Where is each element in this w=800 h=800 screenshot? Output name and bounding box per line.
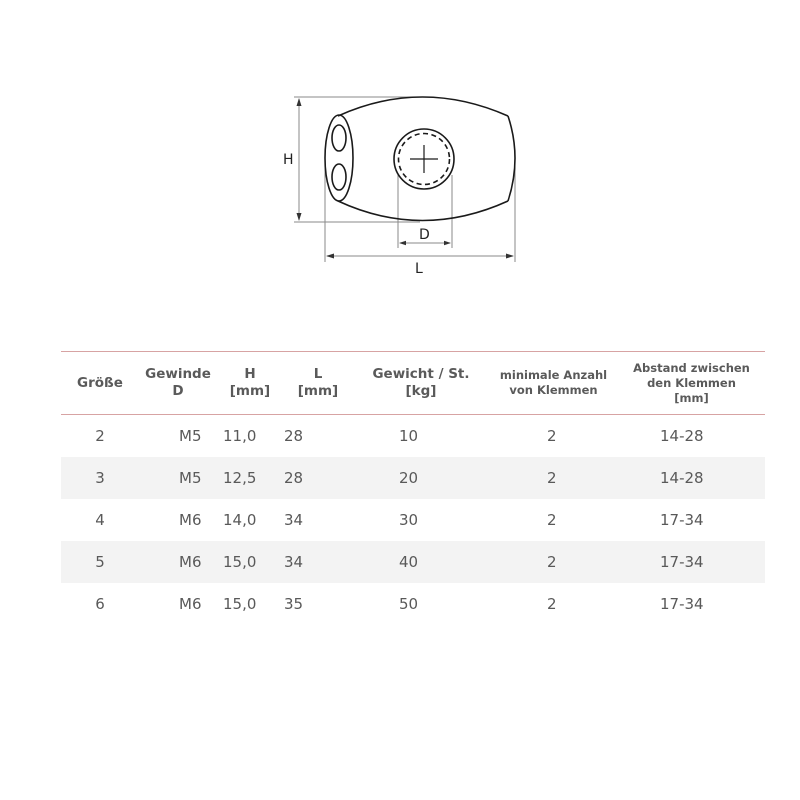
dimension-label-length: L	[415, 261, 423, 277]
dimension-label-height: H	[283, 152, 294, 168]
header-text: von Klemmen	[509, 383, 598, 397]
dimension-label-diameter: D	[419, 227, 430, 243]
header-text: L	[313, 366, 323, 382]
table-row	[61, 541, 765, 583]
header-text: Abstand zwischen	[633, 360, 750, 375]
cell-thread: M6	[179, 594, 202, 613]
cell-thread: M5	[179, 426, 202, 445]
cell-height: 15,0	[223, 594, 257, 613]
specification-table	[61, 351, 765, 625]
header-text: Größe	[77, 374, 123, 391]
cell-weight: 20	[399, 468, 419, 487]
header-text: Gewinde	[145, 366, 211, 382]
cell-height: 12,5	[223, 468, 257, 487]
cell-min-count: 2	[547, 426, 557, 445]
table-row	[61, 583, 765, 625]
header-text: D	[172, 383, 184, 399]
cell-weight: 10	[399, 426, 419, 445]
table-row	[61, 499, 765, 541]
header-text: [kg]	[405, 383, 437, 399]
header-text: den Klemmen	[647, 375, 736, 390]
cell-min-count: 2	[547, 510, 557, 529]
dimension-arrows	[297, 98, 515, 259]
header-text: [mm]	[297, 383, 339, 399]
header-text: H	[244, 366, 256, 382]
header-size	[61, 352, 139, 415]
header-length	[283, 352, 353, 415]
cell-spacing: 14-28	[660, 468, 704, 487]
table-row	[61, 415, 765, 457]
cell-length: 34	[284, 510, 304, 529]
cell-length: 34	[284, 552, 304, 571]
header-weight	[353, 352, 489, 415]
header-spacing	[618, 352, 765, 415]
cell-length: 35	[284, 594, 304, 613]
cell-min-count: 2	[547, 552, 557, 571]
cell-spacing: 17-34	[660, 594, 704, 613]
cell-length: 28	[284, 426, 304, 445]
cell-size: 5	[95, 552, 105, 571]
cell-min-count: 2	[547, 594, 557, 613]
table-row	[61, 457, 765, 499]
cell-thread: M6	[179, 510, 202, 529]
header-thread	[139, 352, 217, 415]
cell-min-count: 2	[547, 468, 557, 487]
cell-height: 14,0	[223, 510, 257, 529]
cell-height: 11,0	[223, 426, 257, 445]
cell-spacing: 14-28	[660, 426, 704, 445]
header-height	[217, 352, 283, 415]
cell-weight: 50	[399, 594, 419, 613]
cell-size: 4	[95, 510, 105, 529]
clamp-outline	[325, 97, 515, 221]
cell-size: 3	[95, 468, 105, 487]
cell-height: 15,0	[223, 552, 257, 571]
cell-size: 2	[95, 426, 105, 445]
header-text: [mm]	[674, 390, 709, 405]
cell-length: 28	[284, 468, 304, 487]
technical-drawing	[0, 0, 800, 300]
header-text: minimale Anzahl	[499, 368, 608, 382]
cell-weight: 30	[399, 510, 419, 529]
cell-spacing: 17-34	[660, 510, 704, 529]
cell-spacing: 17-34	[660, 552, 704, 571]
cell-size: 6	[95, 594, 105, 613]
cell-thread: M5	[179, 468, 202, 487]
header-text: [mm]	[229, 383, 271, 399]
table-header-row	[61, 352, 765, 415]
header-text: Gewicht / St.	[372, 366, 470, 382]
cell-thread: M6	[179, 552, 202, 571]
cell-weight: 40	[399, 552, 419, 571]
header-min-count	[489, 352, 618, 415]
